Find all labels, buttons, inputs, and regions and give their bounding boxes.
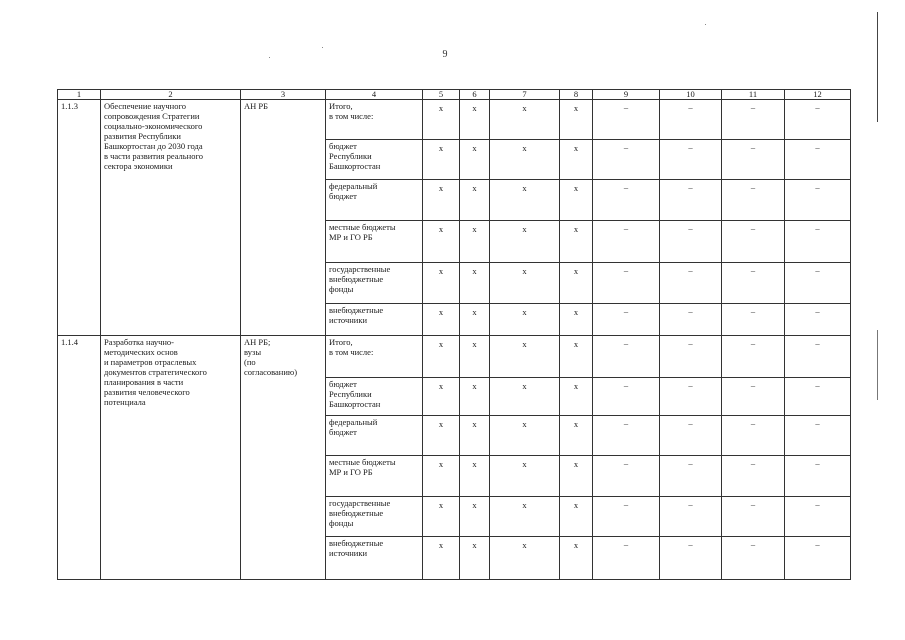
- funding-source: государственные внебюджетные фонды: [329, 498, 391, 528]
- cell-mark: x: [438, 307, 444, 317]
- cell-mark: x: [472, 183, 477, 193]
- value-cell: [722, 537, 785, 580]
- column-header: 7: [490, 90, 560, 100]
- funding-source-cell: [326, 221, 423, 263]
- cell-mark: x: [522, 183, 527, 193]
- value-cell: [490, 221, 560, 263]
- cell-mark: –: [623, 102, 629, 112]
- value-cell: [593, 304, 660, 336]
- cell-mark: –: [623, 458, 629, 468]
- value-cell: [460, 263, 490, 304]
- cell-mark: –: [623, 223, 629, 233]
- cell-mark: x: [438, 143, 444, 153]
- cell-mark: –: [623, 265, 629, 275]
- cell-mark: –: [750, 142, 756, 152]
- cell-mark: x: [573, 381, 579, 391]
- funding-source-cell: [326, 416, 423, 456]
- column-header: 3: [241, 90, 326, 100]
- value-cell: [423, 537, 460, 580]
- cell-mark: –: [815, 306, 820, 316]
- value-cell: [722, 180, 785, 221]
- value-cell: [722, 416, 785, 456]
- section-code: 1.1.3: [58, 100, 101, 336]
- value-cell: [423, 304, 460, 336]
- value-cell: [560, 100, 593, 140]
- cell-mark: –: [688, 418, 693, 428]
- cell-mark: –: [815, 142, 820, 152]
- funding-source: внебюджетные источники: [329, 538, 384, 558]
- value-cell: [490, 100, 560, 140]
- cell-mark: –: [688, 539, 693, 549]
- value-cell: [593, 263, 660, 304]
- value-cell: [423, 497, 460, 537]
- value-cell: [560, 378, 593, 416]
- cell-mark: –: [688, 458, 693, 468]
- column-header: 4: [326, 90, 423, 100]
- value-cell: [722, 456, 785, 497]
- funding-source: бюджет Республики Башкортостан: [329, 141, 381, 171]
- page-number: 9: [442, 49, 448, 60]
- value-cell: [593, 100, 660, 140]
- column-header: 5: [423, 90, 460, 100]
- cell-mark: –: [815, 338, 820, 348]
- value-cell: [593, 378, 660, 416]
- cell-mark: –: [750, 306, 756, 316]
- cell-mark: –: [750, 223, 756, 233]
- value-cell: [490, 304, 560, 336]
- value-cell: [423, 456, 460, 497]
- column-header: 1: [58, 90, 101, 100]
- value-cell: [660, 497, 722, 537]
- value-cell: [785, 416, 851, 456]
- cell-mark: –: [623, 499, 629, 509]
- value-cell: [423, 100, 460, 140]
- funding-source-cell: [326, 263, 423, 304]
- cell-mark: x: [573, 540, 579, 550]
- value-cell: [785, 456, 851, 497]
- value-cell: [560, 537, 593, 580]
- column-header: 11: [722, 90, 785, 100]
- value-cell: [460, 336, 490, 378]
- funding-source-cell: [326, 140, 423, 180]
- cell-mark: –: [750, 499, 756, 509]
- cell-mark: x: [573, 500, 579, 510]
- cell-mark: x: [522, 266, 527, 276]
- cell-mark: –: [815, 182, 820, 192]
- cell-mark: –: [623, 418, 629, 428]
- cell-mark: x: [573, 266, 579, 276]
- funding-source-cell: [326, 100, 423, 140]
- cell-mark: –: [750, 265, 756, 275]
- cell-mark: –: [815, 499, 820, 509]
- column-header: 9: [593, 90, 660, 100]
- value-cell: [785, 378, 851, 416]
- cell-mark: –: [750, 458, 756, 468]
- cell-mark: –: [750, 338, 756, 348]
- cell-mark: x: [573, 459, 579, 469]
- value-cell: [460, 456, 490, 497]
- cell-mark: x: [522, 540, 527, 550]
- value-cell: [460, 221, 490, 263]
- value-cell: [560, 263, 593, 304]
- value-cell: [423, 263, 460, 304]
- cell-mark: –: [750, 102, 756, 112]
- value-cell: [785, 304, 851, 336]
- value-cell: [722, 336, 785, 378]
- cell-mark: x: [438, 381, 444, 391]
- cell-mark: x: [573, 339, 579, 349]
- value-cell: [785, 537, 851, 580]
- section-title-cell: [101, 100, 241, 336]
- value-cell: [593, 537, 660, 580]
- cell-mark: x: [472, 266, 477, 276]
- funding-source: местные бюджеты МР и ГО РБ: [329, 222, 396, 242]
- cell-mark: –: [815, 539, 820, 549]
- cell-mark: x: [438, 339, 444, 349]
- value-cell: [593, 180, 660, 221]
- executor-cell: [241, 100, 326, 336]
- value-cell: [660, 378, 722, 416]
- value-cell: [460, 497, 490, 537]
- value-cell: [460, 140, 490, 180]
- value-cell: [490, 537, 560, 580]
- cell-mark: –: [688, 142, 693, 152]
- cell-mark: x: [438, 266, 444, 276]
- cell-mark: x: [438, 459, 444, 469]
- value-cell: [660, 221, 722, 263]
- value-cell: [785, 100, 851, 140]
- financing-table: [57, 89, 851, 580]
- cell-mark: –: [750, 380, 756, 390]
- value-cell: [785, 221, 851, 263]
- cell-mark: –: [688, 380, 693, 390]
- cell-mark: x: [573, 183, 579, 193]
- cell-mark: x: [438, 540, 444, 550]
- value-cell: [423, 336, 460, 378]
- cell-mark: x: [438, 224, 444, 234]
- cell-mark: x: [522, 307, 527, 317]
- cell-mark: –: [688, 338, 693, 348]
- cell-mark: x: [573, 143, 579, 153]
- table-row: [58, 336, 851, 378]
- cell-mark: –: [815, 102, 820, 112]
- cell-mark: –: [623, 338, 629, 348]
- cell-mark: x: [522, 381, 527, 391]
- cell-mark: x: [522, 459, 527, 469]
- cell-mark: x: [522, 500, 527, 510]
- cell-mark: –: [623, 539, 629, 549]
- funding-source-cell: [326, 336, 423, 378]
- cell-mark: x: [472, 307, 477, 317]
- cell-mark: –: [815, 458, 820, 468]
- value-cell: [560, 336, 593, 378]
- cell-mark: –: [623, 142, 629, 152]
- cell-mark: x: [573, 103, 579, 113]
- funding-source: местные бюджеты МР и ГО РБ: [329, 457, 396, 477]
- value-cell: [560, 304, 593, 336]
- value-cell: [423, 416, 460, 456]
- value-cell: [593, 497, 660, 537]
- funding-source-cell: [326, 456, 423, 497]
- cell-mark: x: [573, 307, 579, 317]
- cell-mark: x: [472, 339, 477, 349]
- cell-mark: x: [472, 143, 477, 153]
- scan-speck: [322, 47, 323, 48]
- value-cell: [490, 336, 560, 378]
- funding-source-cell: [326, 537, 423, 580]
- value-cell: [593, 140, 660, 180]
- value-cell: [593, 416, 660, 456]
- cell-mark: x: [472, 500, 477, 510]
- cell-mark: x: [522, 224, 527, 234]
- value-cell: [460, 537, 490, 580]
- funding-source-cell: [326, 497, 423, 537]
- funding-source: федеральный бюджет: [329, 181, 378, 201]
- value-cell: [785, 140, 851, 180]
- column-header: 6: [460, 90, 490, 100]
- value-cell: [660, 416, 722, 456]
- value-cell: [593, 221, 660, 263]
- value-cell: [490, 456, 560, 497]
- value-cell: [490, 497, 560, 537]
- table-row: [58, 100, 851, 140]
- column-header: 12: [785, 90, 851, 100]
- scan-speck: [705, 24, 706, 25]
- value-cell: [722, 140, 785, 180]
- value-cell: [722, 263, 785, 304]
- cell-mark: –: [815, 265, 820, 275]
- cell-mark: –: [750, 418, 756, 428]
- value-cell: [660, 537, 722, 580]
- value-cell: [490, 263, 560, 304]
- cell-mark: –: [623, 306, 629, 316]
- funding-source-cell: [326, 180, 423, 221]
- column-number-row: [58, 90, 851, 100]
- value-cell: [560, 140, 593, 180]
- cell-mark: –: [688, 102, 693, 112]
- value-cell: [490, 378, 560, 416]
- section-title: Разработка научно- методических основ и параметров отраслевых документов стратегического планирования в части развития человеческого потенциала: [104, 337, 207, 407]
- value-cell: [660, 140, 722, 180]
- cell-mark: x: [472, 459, 477, 469]
- scan-edge-line: [877, 330, 878, 400]
- funding-source: внебюджетные источники: [329, 305, 384, 325]
- value-cell: [560, 456, 593, 497]
- value-cell: [560, 416, 593, 456]
- funding-source: государственные внебюджетные фонды: [329, 264, 391, 294]
- cell-mark: –: [688, 182, 693, 192]
- value-cell: [593, 336, 660, 378]
- executor: АН РБ; вузы (по согласованию): [244, 337, 298, 377]
- cell-mark: x: [438, 419, 444, 429]
- cell-mark: x: [472, 381, 477, 391]
- value-cell: [660, 456, 722, 497]
- value-cell: [785, 497, 851, 537]
- funding-source-cell: [326, 304, 423, 336]
- value-cell: [785, 180, 851, 221]
- value-cell: [490, 140, 560, 180]
- column-header: 2: [101, 90, 241, 100]
- value-cell: [460, 180, 490, 221]
- funding-source: Итого, в том числе:: [329, 337, 374, 357]
- cell-mark: x: [522, 103, 527, 113]
- value-cell: [460, 100, 490, 140]
- value-cell: [423, 378, 460, 416]
- value-cell: [722, 497, 785, 537]
- cell-mark: –: [623, 380, 629, 390]
- cell-mark: –: [688, 265, 693, 275]
- section-title-cell: [101, 336, 241, 580]
- cell-mark: x: [573, 419, 579, 429]
- executor: АН РБ: [244, 101, 269, 111]
- value-cell: [423, 140, 460, 180]
- funding-source: бюджет Республики Башкортостан: [329, 379, 381, 409]
- value-cell: [660, 180, 722, 221]
- value-cell: [460, 416, 490, 456]
- value-cell: [423, 221, 460, 263]
- value-cell: [560, 180, 593, 221]
- cell-mark: –: [750, 539, 756, 549]
- value-cell: [593, 456, 660, 497]
- value-cell: [660, 100, 722, 140]
- column-header: 10: [660, 90, 722, 100]
- value-cell: [722, 304, 785, 336]
- section-title: Обеспечение научного сопровождения Стратегии социально-экономического развития Республики Башкортостан до 2030 года в части развития реального сектора экономики: [104, 101, 204, 171]
- value-cell: [722, 221, 785, 263]
- cell-mark: x: [522, 339, 527, 349]
- section-code: 1.1.4: [58, 336, 101, 580]
- value-cell: [560, 497, 593, 537]
- value-cell: [660, 336, 722, 378]
- cell-mark: x: [472, 103, 477, 113]
- value-cell: [785, 263, 851, 304]
- value-cell: [660, 304, 722, 336]
- cell-mark: –: [815, 418, 820, 428]
- value-cell: [722, 100, 785, 140]
- cell-mark: –: [623, 182, 629, 192]
- cell-mark: –: [688, 499, 693, 509]
- value-cell: [490, 180, 560, 221]
- value-cell: [722, 378, 785, 416]
- cell-mark: x: [522, 143, 527, 153]
- value-cell: [785, 336, 851, 378]
- cell-mark: –: [688, 306, 693, 316]
- funding-source: федеральный бюджет: [329, 417, 378, 437]
- scan-edge-line: [877, 12, 878, 122]
- cell-mark: –: [688, 223, 693, 233]
- cell-mark: x: [472, 540, 477, 550]
- funding-source-cell: [326, 378, 423, 416]
- cell-mark: x: [438, 103, 444, 113]
- cell-mark: –: [815, 223, 820, 233]
- value-cell: [460, 304, 490, 336]
- value-cell: [560, 221, 593, 263]
- value-cell: [660, 263, 722, 304]
- funding-source: Итого, в том числе:: [329, 101, 374, 121]
- cell-mark: –: [815, 380, 820, 390]
- scan-speck: [269, 57, 270, 58]
- value-cell: [460, 378, 490, 416]
- cell-mark: x: [472, 419, 477, 429]
- executor-cell: [241, 336, 326, 580]
- cell-mark: –: [750, 182, 756, 192]
- cell-mark: x: [573, 224, 579, 234]
- value-cell: [490, 416, 560, 456]
- cell-mark: x: [472, 224, 477, 234]
- cell-mark: x: [438, 500, 444, 510]
- column-header: 8: [560, 90, 593, 100]
- cell-mark: x: [522, 419, 527, 429]
- cell-mark: x: [438, 183, 444, 193]
- value-cell: [423, 180, 460, 221]
